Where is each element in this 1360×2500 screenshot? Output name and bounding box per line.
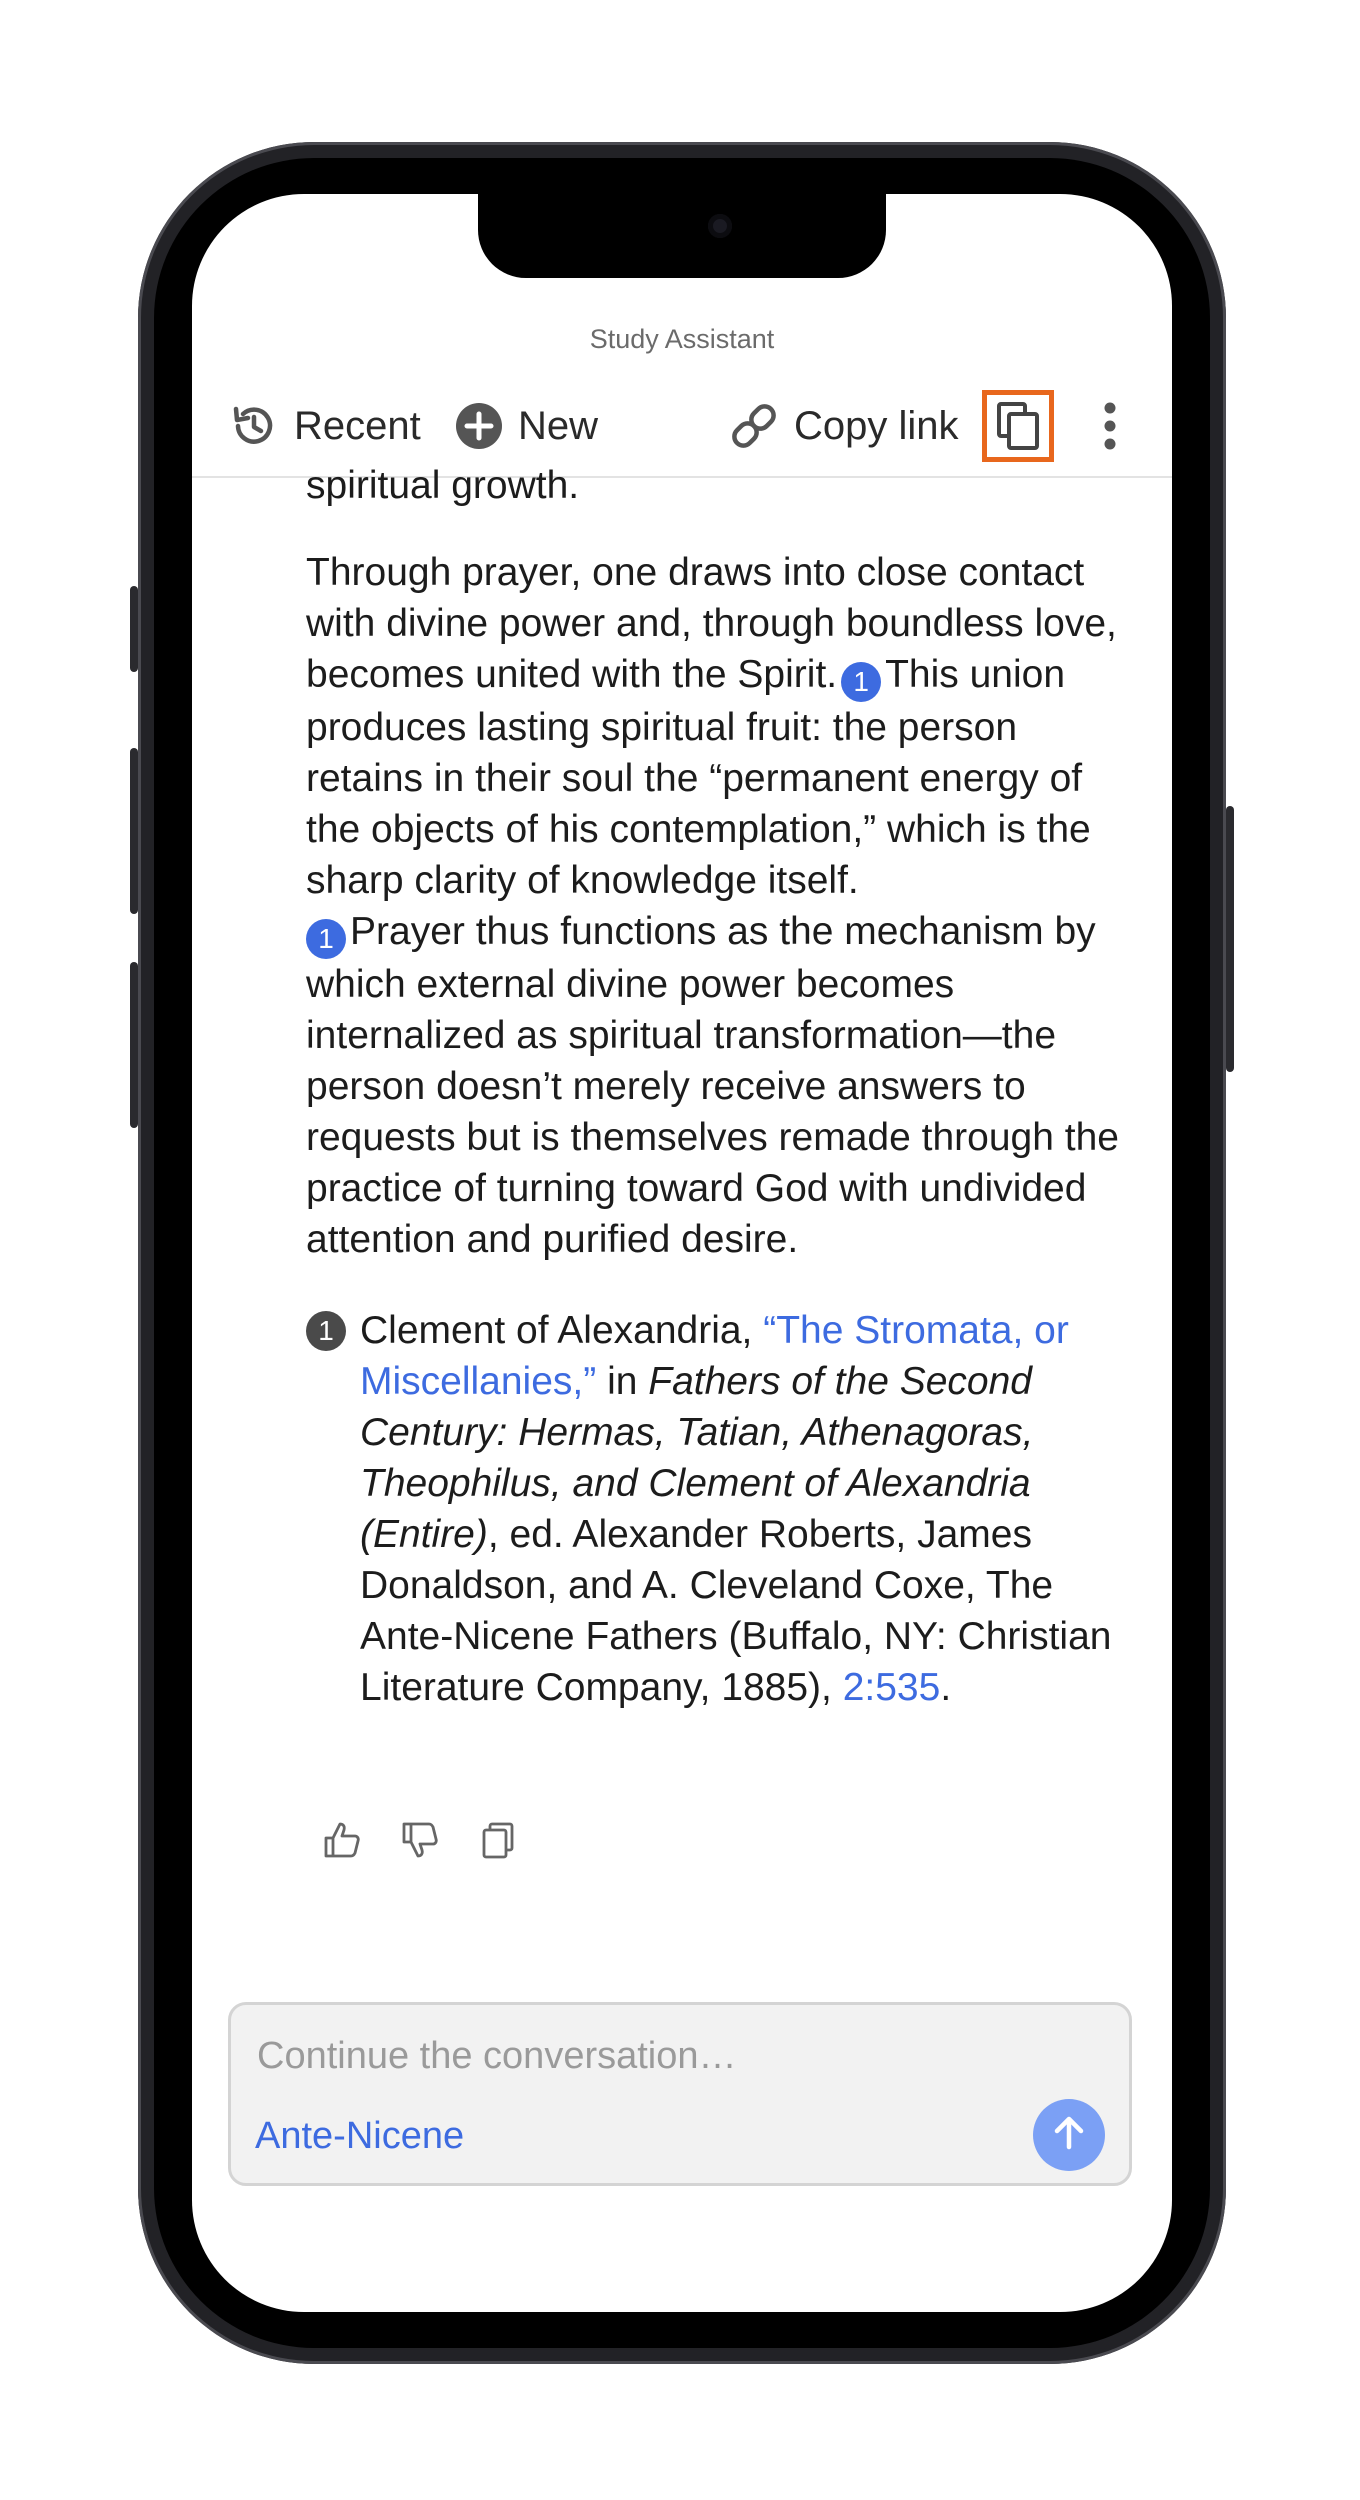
thumbs-up-icon[interactable] xyxy=(322,1820,362,1860)
footnote-title-link[interactable]: “The Stromata, or Miscellanies,” xyxy=(360,1309,1069,1403)
send-button[interactable] xyxy=(1033,2099,1105,2171)
copy-icon[interactable] xyxy=(478,1820,518,1860)
copy-link-button[interactable] xyxy=(728,394,959,458)
citation-badge[interactable]: 1 xyxy=(306,919,346,959)
recent-label: Recent xyxy=(294,403,421,448)
footnote-author: Clement of Alexandria, xyxy=(360,1309,764,1352)
action-button xyxy=(130,586,138,672)
response-paragraph xyxy=(306,547,1136,1265)
response-text: Through prayer, one draws into close contact with divine power and, through boundless love, becomes united with the Spirit. xyxy=(306,551,1117,696)
screen xyxy=(192,194,1172,2312)
footnote-page-link[interactable]: 2:535 xyxy=(842,1666,941,1709)
app-title: Study Assistant xyxy=(589,324,775,354)
arrow-up-icon xyxy=(1049,2113,1089,2158)
more-options-button[interactable] xyxy=(1090,394,1130,458)
footnote-end: . xyxy=(940,1666,952,1709)
link-icon xyxy=(728,400,780,452)
footnote-number: 1 xyxy=(306,1311,346,1351)
citation-badge[interactable]: 1 xyxy=(841,662,881,702)
footnote-details: , ed. Alexander Roberts, James Donaldson, and A. Cleveland Coxe, The Ante-Nicene Fathers (Buffalo, NY: Christian Literature Company, 1885), xyxy=(360,1513,1112,1709)
thumbs-down-icon[interactable] xyxy=(400,1820,440,1860)
notch xyxy=(478,194,886,278)
response-text: Prayer thus functions as the mechanism by which external divine power becomes internalized as spiritual transformation—the person doesn’t merely receive answers to requests but is themselves remade through the practice of turning toward God with undivided attention and purified desire. xyxy=(306,910,1119,1261)
feedback-bar xyxy=(322,1820,518,1860)
new-label: New xyxy=(518,403,599,448)
copy-conversation-button[interactable] xyxy=(982,390,1054,462)
context-chip[interactable]: Ante-Nicene xyxy=(255,2115,465,2157)
message-input[interactable] xyxy=(255,2027,1079,2085)
volume-down-button xyxy=(130,962,138,1128)
new-button[interactable] xyxy=(454,394,598,458)
history-icon xyxy=(228,400,280,452)
footnote-in: in xyxy=(596,1360,649,1403)
power-button xyxy=(1226,806,1234,1072)
response-fragment: spiritual growth. xyxy=(306,464,580,507)
camera-icon xyxy=(708,214,732,238)
copy-link-label: Copy link xyxy=(794,403,959,448)
recent-button[interactable] xyxy=(228,394,421,458)
footnote-collection: Fathers of the Second Century: Hermas, Tatian, Athenagoras, Theophilus, and Clement of Alexandria (Entire) xyxy=(360,1360,1034,1556)
assistant-response xyxy=(306,464,1136,1713)
composer xyxy=(228,2002,1132,2186)
plus-circle-icon xyxy=(454,401,504,451)
copy-icon xyxy=(995,401,1041,451)
volume-up-button xyxy=(130,748,138,914)
footnote xyxy=(306,1305,1136,1713)
response-text: This union produces lasting spiritual fruit: the person retains in their soul the “permanent energy of the objects of his contemplation,” which is the sharp clarity of knowledge itself. xyxy=(306,653,1091,902)
more-vertical-icon xyxy=(1102,400,1118,452)
